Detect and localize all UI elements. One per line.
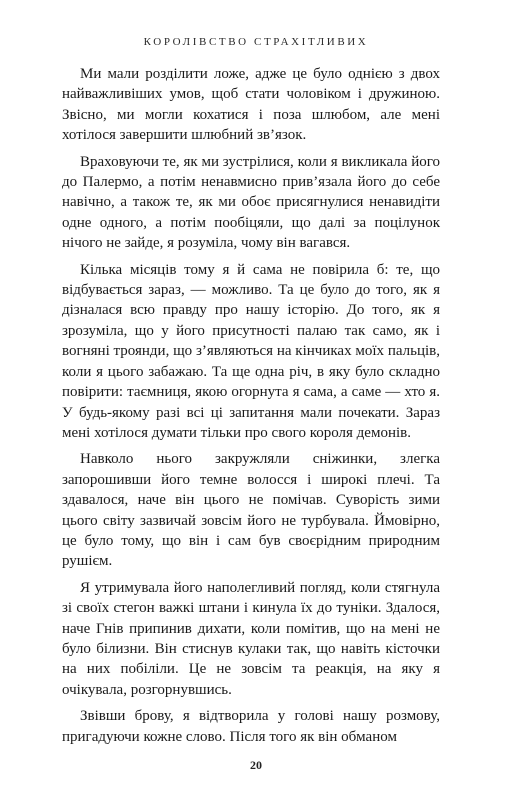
running-header: КОРОЛІВСТВО СТРАХІТЛИВИХ — [143, 36, 369, 48]
paragraph-3: Кілька місяців тому я й сама не повірила б: те, що відбувається зараз, — можливо. Та це було до того, як я дізналася всю правду про нашу історію. До того, як я зрозуміла, що у його присутності палаю так само, як і вогняні троянди, що з’являються на кінчиках моїх пальців, коли я цього забажаю. Та ще одна річ, в яку було складно повірити: таємниця, якою огорнута я сама, а саме — хто я. У будь-якому разі всі ці запитання мали почекати. Зараз мені хотілося думати тільки про свого короля демонів. — [62, 261, 440, 441]
paragraph-4: Навколо нього закружляли сніжинки, злегка запорошивши його темне волосся і широкі плечі. Та здавалося, наче він цього не помічав. Суворість зими цього світу зазвичай зовсім його не турбувала. Ймовірно, це було тому, що він і сам був своєрідним природним рушієм. — [62, 451, 440, 570]
paragraph-6: Звівши брову, я відтворила у голові нашу розмову, пригадуючи кожне слово. Після того як він обманом — [62, 708, 440, 745]
page-number: 20 — [250, 758, 262, 772]
paragraph-5: Я утримувала його наполегливий погляд, коли стягнула зі своїх стегон важкі штани і кинула їх до туніки. Здалося, наче Гнів припинив дихати, коли помітив, що на мені не було білизни. Він стиснув кулаки так, що навіть кісточки на них побіліли. Це не зовсім та реакція, на яку я очікувала, розгорнувшись. — [62, 579, 440, 698]
paragraph-1: Ми мали розділити ложе, адже це було однією з двох найважливіших умов, щоб стати чоловіком і дружиною. Звісно, ми могли кохатися і поза шлюбом, але мені хотілося завершити шлюбний зв’язок. — [62, 66, 440, 144]
paragraph-2: Враховуючи те, як ми зустрілися, коли я викликала його до Палермо, а потім ненавмисно прив’язала його до себе навічно, а також те, як ми обоє присягнулися ненавидіти одне одного, а потім пообіцяли, що далі за поцілунок нічого не зайде, я розуміла, чому він вагався. — [62, 153, 440, 252]
body-text — [62, 64, 440, 753]
